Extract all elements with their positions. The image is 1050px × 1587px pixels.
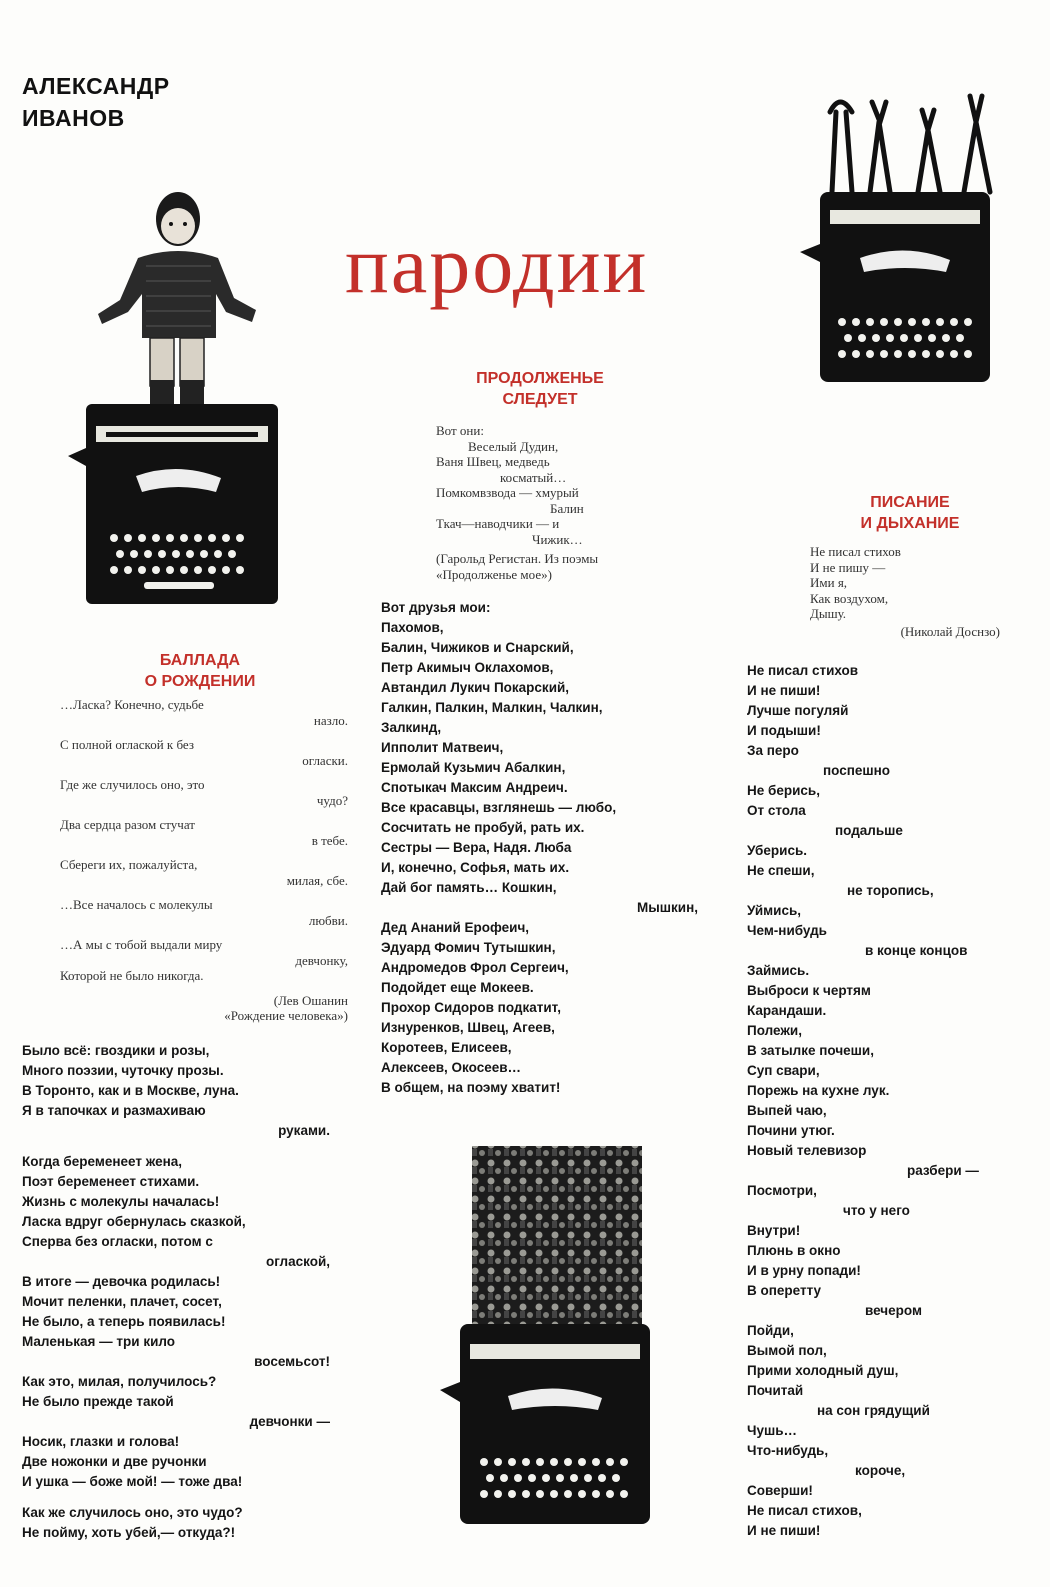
parody2-epigraph [60, 697, 348, 1024]
poem-line: Уберись. [747, 843, 808, 858]
poem-line: Поэт беременеет стихами. [22, 1174, 200, 1189]
poem-line: Сперва без огласки, потом с [22, 1234, 213, 1249]
poem-line: Соверши! [747, 1483, 813, 1498]
epigraph-line: Как воздухом, [810, 590, 889, 606]
parody2-title [110, 650, 290, 692]
poem-line: Вот друзья мои: [381, 600, 491, 615]
poem-line: короче, [855, 1463, 906, 1478]
poem-line: Посмотри, [747, 1183, 817, 1198]
epigraph-line: Ими я, [810, 575, 848, 590]
poem-line: Было всё: гвоздики и розы, [22, 1043, 210, 1058]
poem-line: Эдуард Фомич Тутышкин, [381, 940, 556, 955]
poem-line: восемьсот! [254, 1354, 330, 1369]
epigraph-line: девчонку, [295, 952, 348, 968]
epigraph-line: Дышу. [810, 606, 847, 621]
parody1-title [440, 368, 640, 410]
poem-line: Дай бог память… Кошкин, [381, 880, 557, 895]
epigraph-line: Вот они: [436, 423, 484, 438]
parody3-title-line1: ПИСАНИЕ [870, 494, 950, 511]
epigraph-line: Сбереги их, пожалуйста, [60, 857, 198, 872]
poem-line: И не пиши! [747, 1523, 821, 1538]
epigraph-line: …А мы с тобой выдали миру [60, 937, 223, 952]
poem-line: Ипполит Матвеич, [381, 740, 504, 755]
poem-line: И не пиши! [747, 683, 821, 698]
poem-line: Все красавцы, взглянешь — любо, [381, 800, 617, 815]
parody3-poem [747, 661, 1032, 1541]
epigraph-line: Которой не было никогда. [60, 968, 204, 983]
parody1-title-line1: ПРОДОЛЖЕНЬЕ [476, 370, 604, 387]
poem-line: В оперетту [747, 1283, 822, 1298]
epigraph-line: И не пишу — [810, 559, 886, 575]
poem-line: вечером [865, 1303, 922, 1318]
poem-line: Дед Ананий Ерофеич, [381, 920, 530, 935]
poem-line: В Торонто, как и в Москве, луна. [22, 1083, 239, 1098]
poem-line: Прохор Сидоров подкатит, [381, 1000, 561, 1015]
poem-line: Как же случилось оно, это чудо? [22, 1505, 243, 1520]
epigraph-line: Ваня Швец, медведь [436, 454, 550, 469]
poem-line: Петр Акимыч Оклахомов, [381, 660, 554, 675]
poem-line: руками. [278, 1123, 330, 1138]
boy-on-typewriter-illustration [66, 186, 276, 606]
poem-line: Я в тапочках и размахиваю [22, 1103, 206, 1118]
poem-line: подальше [835, 823, 903, 838]
poem-line: оглаской, [266, 1254, 330, 1269]
poem-line: Подойдет еще Мокеев. [381, 980, 534, 995]
poem-line: что у него [843, 1203, 910, 1218]
epigraph-line: Не писал стихов [810, 544, 901, 559]
epigraph-line: С полной оглаской к без [60, 737, 194, 752]
epigraph-line: …Ласка? Конечно, судьбе [60, 697, 204, 712]
page-title: пародии [345, 219, 649, 310]
parody1-title-line2: СЛЕДУЕТ [502, 391, 578, 408]
poem-line: Лучше погуляй [747, 703, 849, 718]
poem-line: И подыши! [747, 723, 821, 738]
poem-line: Выпей чаю, [747, 1103, 827, 1118]
poem-line: поспешно [823, 763, 891, 778]
poem-line: Не писал стихов, [747, 1503, 862, 1518]
poem-line: Спотыкач Максим Андреич. [381, 780, 568, 795]
poem-line: Не спеши, [747, 863, 815, 878]
poem-line: Коротеев, Елисеев, [381, 1040, 512, 1055]
poem-line: Почитай [747, 1383, 804, 1398]
poem-line: Жизнь с молекулы началась! [22, 1194, 220, 1209]
poem-line: Не пойму, хоть убей,— откуда?! [22, 1525, 236, 1540]
poem-line: Две ножонки и две ручонки [22, 1454, 207, 1469]
poem-line: И, конечно, Софья, мать их. [381, 860, 570, 875]
poem-line: Андромедов Фрол Сергеич, [381, 960, 569, 975]
poem-line: Мочит пеленки, плачет, сосет, [22, 1294, 222, 1309]
poem-line: Карандаши. [747, 1003, 827, 1018]
poem-line: разбери — [907, 1163, 979, 1178]
poem-line: Не берись, [747, 783, 820, 798]
parody3-title [830, 492, 990, 534]
poem-line: Мышкин, [637, 900, 698, 915]
poem-line: Чем-нибудь [747, 923, 827, 938]
poem-line: Ласка вдруг обернулась сказкой, [22, 1214, 246, 1229]
epigraph-line: Ткач—наводчики — и [436, 516, 560, 531]
poem-line: В итоге — девочка родилась! [22, 1274, 221, 1289]
poem-line: Балин, Чижиков и Снарский, [381, 640, 574, 655]
poem-line: Алексеев, Окосеев… [381, 1060, 522, 1075]
poem-line: Почини утюг. [747, 1123, 835, 1138]
poem-line: Когда беременеет жена, [22, 1154, 183, 1169]
parody2-poem [22, 1041, 352, 1543]
poem-line: Займись. [747, 963, 810, 978]
epigraph-line: в тебе. [311, 832, 348, 848]
poem-line: Много поэзии, чуточку прозы. [22, 1063, 224, 1078]
poem-line: Не было, а теперь появилась! [22, 1314, 226, 1329]
poem-line: Сестры — Вера, Надя. Люба [381, 840, 572, 855]
poem-line: Ермолай Кузьмич Абалкин, [381, 760, 566, 775]
poem-line: Не было прежде такой [22, 1394, 174, 1409]
epigraph-line: Балин [550, 500, 584, 516]
poem-line: Галкин, Палкин, Малкин, Чалкин, [381, 700, 603, 715]
parody2-title-line1: БАЛЛАДА [159, 652, 241, 669]
epigraph-line: …Все началось с молекулы [60, 897, 213, 912]
poem-line: Суп свари, [747, 1063, 820, 1078]
author-first-name: АЛЕКСАНДР [22, 73, 170, 99]
poem-line: на сон грядущий [817, 1403, 930, 1418]
parody3-epigraph [810, 544, 1000, 639]
poem-line: Сосчитать не пробуй, рать их. [381, 820, 585, 835]
poem-line: Пахомов, [381, 620, 444, 635]
poem-line: Что-нибудь, [747, 1443, 829, 1458]
pliers-typewriter-illustration [800, 82, 1010, 382]
epigraph-line: Чижик… [532, 531, 583, 547]
poem-line: От стола [747, 803, 806, 818]
epigraph-line: Два сердца разом стучат [60, 817, 195, 832]
author-last-name: ИВАНОВ [22, 105, 125, 131]
poem-line: Чушь… [747, 1423, 798, 1438]
epigraph-source: (Лев Ошанин [273, 992, 348, 1008]
parody1-epigraph [436, 423, 711, 582]
poem-line: Выброси к чертям [747, 983, 871, 998]
epigraph-line: косматый… [500, 469, 567, 485]
epigraph-line: Где же случилось оно, это [60, 777, 205, 792]
epigraph-line: милая, сбе. [286, 872, 348, 888]
poem-line: в конце концов [865, 943, 968, 958]
poem-line: девчонки — [249, 1414, 330, 1429]
epigraph-source: (Гарольд Регистан. Из поэмы [436, 551, 599, 566]
poem-line: Изнуренков, Швец, Агеев, [381, 1020, 555, 1035]
poem-line: Полежи, [747, 1023, 802, 1038]
parody2-title-line2: О РОЖДЕНИИ [144, 673, 256, 690]
epigraph-line: Веселый Дудин, [468, 438, 559, 454]
epigraph-source: (Николай Доснзо) [900, 623, 1000, 639]
parody1-poem [381, 598, 701, 1098]
epigraph-line: назло. [313, 712, 348, 728]
poem-line: Вымой пол, [747, 1343, 827, 1358]
poem-line: Не писал стихов [747, 663, 859, 678]
poem-line: В общем, на поэму хватит! [381, 1080, 561, 1095]
poem-line: Как это, милая, получилось? [22, 1374, 217, 1389]
poem-line: За перо [747, 743, 799, 758]
poem-line: не торопись, [847, 883, 934, 898]
poem-line: И ушка — боже мой! — тоже два! [22, 1474, 243, 1489]
epigraph-line: Помкомвзвода — хмурый [436, 485, 579, 500]
poem-line: Уймись, [747, 903, 802, 918]
poem-line: Прими холодный душ, [747, 1363, 899, 1378]
poem-line: Плюнь в окно [747, 1243, 841, 1258]
poem-line: И в урну попади! [747, 1263, 861, 1278]
poem-line: Пойди, [747, 1323, 794, 1338]
poem-line: Новый телевизор [747, 1143, 867, 1158]
epigraph-source: «Рождение человека») [224, 1008, 348, 1023]
epigraph-source: «Продолженье мое») [436, 566, 552, 582]
poem-line: Маленькая — три кило [22, 1334, 176, 1349]
poem-line: В затылке почеши, [747, 1043, 874, 1058]
poem-line: Залкинд, [381, 720, 442, 735]
parody3-title-line2: И ДЫХАНИЕ [860, 515, 960, 532]
epigraph-line: огласки. [302, 752, 348, 768]
poem-line: Автандил Лукич Покарский, [381, 680, 570, 695]
poem-line: Порежь на кухне лук. [747, 1083, 890, 1098]
author-name [22, 70, 170, 134]
poem-line: Носик, глазки и голова! [22, 1434, 180, 1449]
poem-line: Внутри! [747, 1223, 801, 1238]
crowd-typewriter-illustration [438, 1140, 658, 1530]
epigraph-line: чудо? [316, 792, 348, 808]
epigraph-line: любви. [308, 912, 348, 928]
